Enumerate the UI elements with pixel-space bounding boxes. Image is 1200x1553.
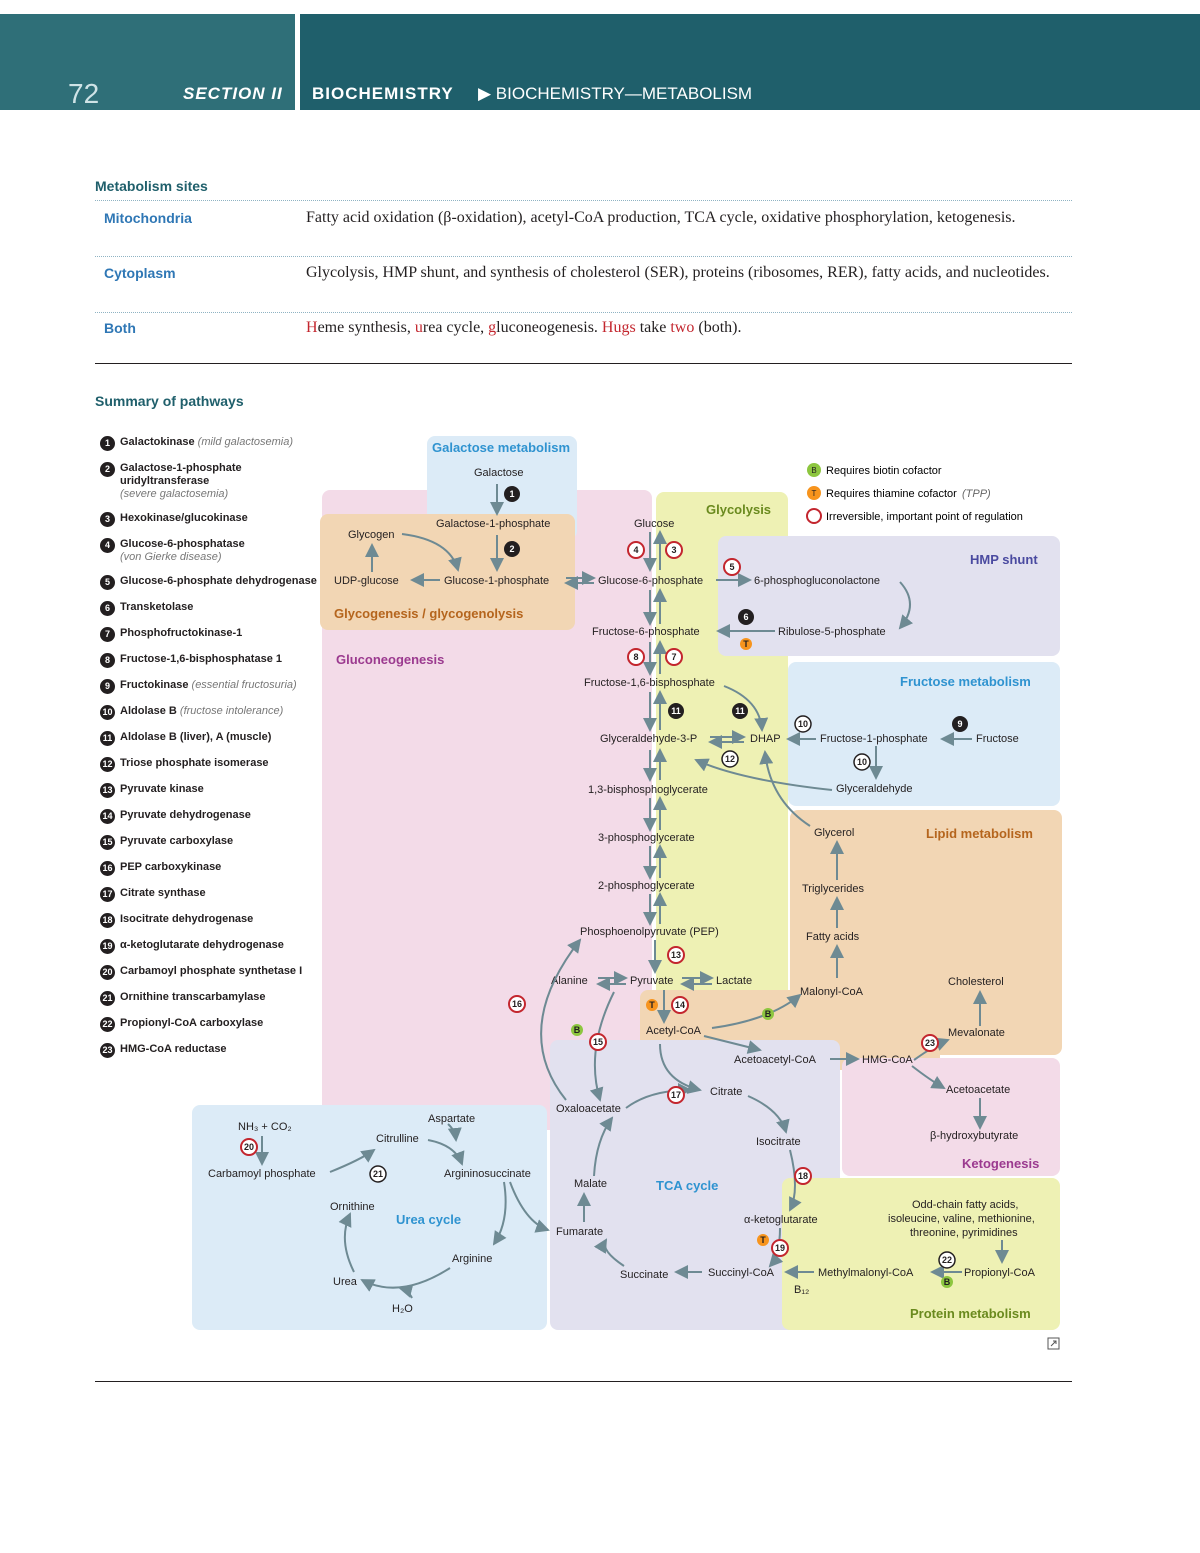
legend-enzyme: Aldolase B (liver), A (muscle) (120, 731, 272, 743)
legend-enzyme: Pyruvate kinase (120, 783, 204, 795)
enzyme-number: 23 (924, 1038, 936, 1048)
metabolite: Ribulose-5-phosphate (778, 626, 886, 638)
metabolite: B₁₂ (794, 1284, 810, 1296)
mnemonic-letter: H (306, 319, 318, 336)
legend-number: 15 (100, 835, 115, 850)
legend-note: (fructose intolerance) (179, 705, 284, 717)
metabolite: Urea (333, 1276, 357, 1288)
metabolite: Cholesterol (948, 976, 1004, 988)
row-text-mitochondria: Fatty acid oxidation (β-oxidation), acetyl-CoA production, TCA cycle, oxidative phosphorylation, ketogenesis. (306, 209, 1016, 226)
key-symbol: T (811, 489, 817, 498)
metabolite: Phosphoenolpyruvate (PEP) (580, 926, 719, 938)
region-title: Urea cycle (396, 1212, 462, 1227)
metabolite: α-ketoglutarate (744, 1214, 818, 1226)
legend-enzyme: Galactose-1-phosphate uridyltransferase (120, 462, 242, 487)
metabolite: H₂O (392, 1303, 413, 1315)
metabolite: Glucose (634, 518, 675, 530)
legend-number: 11 (100, 731, 115, 746)
legend-enzyme: Propionyl-CoA carboxylase (120, 1017, 264, 1029)
cofactor-symbol: T (649, 1000, 655, 1010)
row-text-cytoplasm: Glycolysis, HMP shunt, and synthesis of cholesterol (SER), proteins (ribosomes, RER), fatty acids, and nucleotides. (306, 264, 1050, 281)
metabolite: Glucose-6-phosphate (598, 575, 704, 587)
mnemonic-word: two (670, 319, 695, 336)
metabolite: Succinyl-CoA (708, 1267, 775, 1279)
legend-note: (von Gierke disease) (120, 551, 222, 563)
cofactor-symbol: B (764, 1009, 772, 1019)
legend-enzyme: Phosphofructokinase-1 (120, 627, 243, 639)
metabolite: Arginine (452, 1253, 493, 1265)
enzyme-number: 5 (729, 562, 735, 572)
metabolite: Triglycerides (802, 883, 864, 895)
metabolite: β-hydroxybutyrate (930, 1130, 1019, 1142)
legend-number: 5 (100, 575, 115, 590)
metabolite: Fructose-1-phosphate (820, 733, 928, 745)
metabolite: 6-phosphogluconolactone (754, 575, 880, 587)
metabolite: threonine, pyrimidines (910, 1227, 1018, 1239)
metabolite: Methylmalonyl-CoA (818, 1267, 914, 1279)
metabolite: Glycerol (814, 827, 855, 839)
legend-number: 8 (100, 653, 115, 668)
legend-number: 18 (100, 913, 115, 928)
legend-number: 14 (100, 809, 115, 824)
region-title: Glycogenesis / glycogenolysis (334, 606, 524, 621)
legend-enzyme: Glucose-6-phosphatase (120, 538, 245, 550)
legend-number: 2 (100, 462, 115, 477)
legend-enzyme: HMG-CoA reductase (120, 1043, 227, 1055)
legend-number: 22 (100, 1017, 115, 1032)
mnemonic-letter: g (488, 319, 497, 336)
metabolite: Succinate (620, 1269, 669, 1281)
legend-enzyme: Aldolase B (120, 705, 177, 717)
metabolite: Mevalonate (948, 1027, 1005, 1039)
cofactor-symbol: B (573, 1025, 581, 1035)
metabolite: isoleucine, valine, methionine, (888, 1213, 1035, 1225)
cofactor-symbol: T (760, 1235, 766, 1245)
legend-enzyme: Citrate synthase (120, 887, 206, 899)
metabolite: Isocitrate (756, 1136, 801, 1148)
metabolite: Acetoacetate (946, 1084, 1011, 1096)
legend-note: (mild galactosemia) (197, 436, 294, 448)
legend-enzyme: Pyruvate dehydrogenase (120, 809, 251, 821)
metabolite: Fatty acids (806, 931, 860, 943)
key-label: Requires biotin cofactor (826, 465, 942, 477)
metabolite: 2-phosphoglycerate (598, 880, 695, 892)
text-run: eme synthesis, (317, 319, 415, 336)
region-title: Ketogenesis (962, 1156, 1040, 1171)
metabolite: Malonyl-CoA (800, 986, 863, 998)
key-label: Irreversible, important point of regulation (826, 511, 1023, 523)
metabolite: Galactose-1-phosphate (436, 518, 551, 530)
metabolite: Odd-chain fatty acids, (912, 1199, 1019, 1211)
legend-number: 16 (100, 861, 115, 876)
row-label-mitochondria: Mitochondria (104, 210, 192, 226)
metabolite: UDP-glucose (334, 575, 399, 587)
metabolism-sites-title: Metabolism sites (95, 178, 208, 194)
enzyme-number: 7 (671, 652, 677, 662)
legend-number: 7 (100, 627, 115, 642)
legend-enzyme: PEP carboxykinase (120, 861, 222, 873)
legend-enzyme: Carbamoyl phosphate synthetase I (120, 965, 303, 977)
metabolite: Pyruvate (630, 975, 674, 987)
metabolite: Glucose-1-phosphate (444, 575, 550, 587)
irreversible-icon (807, 509, 821, 523)
legend-number: 4 (100, 538, 115, 553)
region-title: Glycolysis (706, 502, 772, 517)
key-symbol: B (811, 466, 817, 475)
metabolite: Ornithine (330, 1201, 375, 1213)
text-run: rea cycle, (422, 319, 489, 336)
legend-number: 23 (100, 1043, 115, 1058)
legend-enzyme: Pyruvate carboxylase (120, 835, 234, 847)
legend-note: (essential fructosuria) (191, 679, 297, 691)
metabolite: Glycogen (348, 529, 395, 541)
enzyme-number: 3 (671, 545, 677, 555)
legend-enzyme: Isocitrate dehydrogenase (120, 913, 254, 925)
legend-number: 1 (100, 436, 115, 451)
region-title: TCA cycle (656, 1178, 719, 1193)
legend-number: 19 (100, 939, 115, 954)
metabolite: Malate (574, 1178, 608, 1190)
region-title: Lipid metabolism (926, 826, 1033, 841)
legend-note: (severe galactosemia) (120, 488, 229, 500)
enzyme-number: 17 (670, 1090, 682, 1100)
metabolite: HMG-CoA (862, 1054, 913, 1066)
enzyme-number: 8 (633, 652, 639, 662)
text-run: luconeogenesis. (496, 319, 602, 336)
enzyme-number: 11 (671, 706, 681, 716)
metabolite: Fructose-1,6-bisphosphate (584, 677, 715, 689)
key-note: (TPP) (962, 488, 991, 500)
page-number: 72 (68, 78, 100, 109)
region-title: HMP shunt (970, 552, 1038, 567)
text-run: (both). (694, 319, 742, 336)
enzyme-number: 11 (735, 706, 745, 716)
legend-enzyme: α-ketoglutarate dehydrogenase (120, 939, 284, 951)
metabolite: DHAP (750, 733, 781, 745)
metabolite: Acetyl-CoA (646, 1025, 702, 1037)
row-label-both: Both (104, 320, 136, 336)
legend-number: 21 (100, 991, 115, 1006)
legend-enzyme: Glucose-6-phosphate dehydrogenase (120, 575, 317, 587)
urea-cycle-region (192, 1105, 547, 1330)
metabolite: Carbamoyl phosphate (208, 1168, 316, 1180)
enzyme-number: 14 (674, 1000, 686, 1010)
legend-number: 6 (100, 601, 115, 616)
text-run: take (635, 319, 671, 336)
summary-title: Summary of pathways (95, 393, 244, 409)
enzyme-number: 13 (670, 950, 682, 960)
region-title: Fructose metabolism (900, 674, 1031, 689)
enzyme-number: 22 (941, 1255, 953, 1265)
legend-number: 3 (100, 512, 115, 527)
legend-enzyme: Fructokinase (120, 679, 189, 691)
enzyme-number: 21 (372, 1169, 384, 1179)
enzyme-number: 12 (724, 754, 736, 764)
region-title: Galactose metabolism (432, 440, 570, 455)
cofactor-key (807, 463, 1023, 523)
enzyme-number: 16 (511, 999, 523, 1009)
metabolite: Citrulline (376, 1133, 419, 1145)
legend-enzyme: Fructose-1,6-bisphosphatase 1 (120, 653, 282, 665)
enzyme-number: 18 (797, 1171, 809, 1181)
metabolite: Glyceraldehyde (836, 783, 913, 795)
metabolite: Argininosuccinate (444, 1168, 531, 1180)
enzyme-number: 6 (743, 612, 749, 622)
metabolite: Aspartate (428, 1113, 476, 1125)
cofactor-symbol: T (743, 639, 749, 649)
metabolite: 1,3-bisphosphoglycerate (588, 784, 708, 796)
enzyme-number: 1 (509, 489, 515, 499)
metabolite: Oxaloacetate (556, 1103, 621, 1115)
legend-number: 10 (100, 705, 115, 720)
legend-enzyme: Ornithine transcarbamylase (120, 991, 266, 1003)
legend-number: 17 (100, 887, 115, 902)
metabolite: Fructose (976, 733, 1019, 745)
legend-enzyme: Triose phosphate isomerase (120, 757, 269, 769)
legend-number: 12 (100, 757, 115, 772)
subject-label: BIOCHEMISTRY (312, 84, 454, 103)
legend-number: 13 (100, 783, 115, 798)
cofactor-symbol: B (943, 1277, 951, 1287)
metabolite: Galactose (474, 467, 524, 479)
metabolite: Lactate (716, 975, 753, 987)
metabolite: Citrate (710, 1086, 743, 1098)
metabolite: Fructose-6-phosphate (592, 626, 700, 638)
legend-enzyme: Transketolase (120, 601, 194, 613)
row-label-cytoplasm: Cytoplasm (104, 265, 176, 281)
metabolite: NH₃ + CO₂ (238, 1121, 292, 1133)
key-label: Requires thiamine cofactor (826, 488, 957, 500)
region-title: Protein metabolism (910, 1306, 1031, 1321)
metabolite: Propionyl-CoA (964, 1267, 1035, 1279)
region-title: Gluconeogenesis (336, 652, 445, 667)
enzyme-number: 10 (797, 719, 809, 729)
enzyme-number: 15 (592, 1037, 604, 1047)
legend-number: 20 (100, 965, 115, 980)
enzyme-number: 4 (633, 545, 639, 555)
metabolite: 3-phosphoglycerate (598, 832, 695, 844)
breadcrumb: ▶ BIOCHEMISTRY—METABOLISM (478, 84, 753, 103)
metabolite: Glyceraldehyde-3-P (600, 733, 698, 745)
section-label: SECTION II (183, 84, 283, 103)
metabolite: Fumarate (556, 1226, 604, 1238)
metabolite: Acetoacetyl-CoA (734, 1054, 816, 1066)
enzyme-number: 2 (509, 544, 515, 554)
metabolite: Alanine (551, 975, 588, 987)
mnemonic-letter: u (414, 319, 423, 336)
legend-enzyme: Galactokinase (120, 436, 195, 448)
enzyme-number: 9 (957, 719, 963, 729)
enzyme-number: 19 (774, 1243, 786, 1253)
legend-number: 9 (100, 679, 115, 694)
mnemonic-word: Hugs (601, 319, 636, 336)
bottom-divider (95, 1381, 1072, 1382)
enzyme-number: 10 (856, 757, 868, 767)
enzyme-number: 20 (243, 1142, 255, 1152)
legend-enzyme: Hexokinase/glucokinase (120, 512, 248, 524)
